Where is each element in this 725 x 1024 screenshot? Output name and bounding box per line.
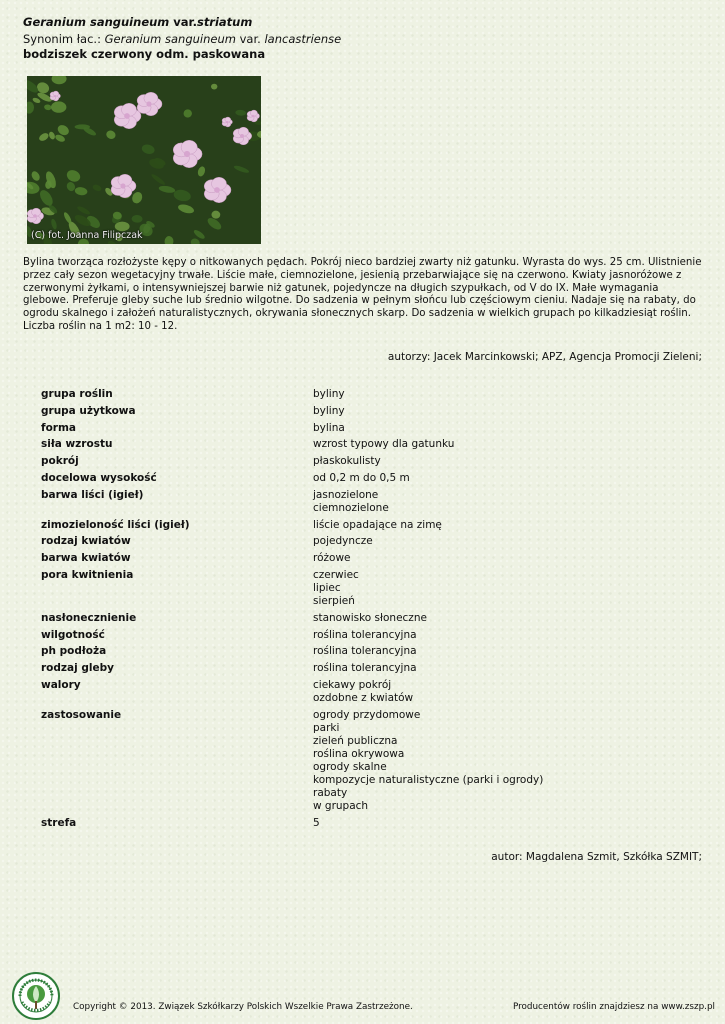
property-value: roślina tolerancyjna: [313, 628, 417, 641]
property-values: [313, 455, 681, 468]
var-label: var.: [169, 15, 197, 29]
property-row: [41, 438, 681, 451]
property-value: kompozycje naturalistyczne (parki i ogrody): [313, 773, 544, 786]
property-values: [313, 388, 681, 401]
plant-description: Bylina tworząca rozłożyste kępy o nitkowanych pędach. Pokrój nieco bardziej zwarty niż gatunku. Wyrasta do wys. 25 cm. Ulistnienie przez cały sezon wegetacyjny trwałe. Liście małe, ciemnozielone, jesienią przebarwiające się na czerwono. Kwiaty jasnoróżowe z czerwonymi żyłkami, o intensywniejszej barwie niż gatunek, pojedyncze na długich szypułkach, od V do IX. Małe wymagania glebowe. Preferuje gleby suche lub średnio wilgotne. Do sadzenia w pełnym słońcu lub częściowym cieniu. Nadaje się na rabaty, do ogrodu skalnego i założeń naturalistycznych, okrywania słonecznych skarp. Do sadzenia w wielkich grupach po kilkadziesiąt roślin. Liczba roślin na 1 m2: 10 - 12.: [23, 257, 702, 332]
property-value: jasnozielone: [313, 488, 379, 501]
property-value: pojedyncze: [313, 535, 373, 548]
property-row: [41, 489, 681, 515]
property-value: ogrody skalne: [313, 760, 387, 773]
property-values: [313, 438, 681, 451]
property-value: czerwiec: [313, 568, 359, 581]
property-values: [313, 679, 681, 705]
property-value: ozdobne z kwiatów: [313, 691, 414, 704]
property-values: [313, 569, 681, 608]
property-label: zimozieloność liści (igieł): [41, 518, 190, 531]
property-label: ph podłoża: [41, 645, 107, 658]
property-label: barwa liści (igieł): [41, 488, 144, 501]
synonym-variety: lancastriense: [264, 32, 342, 46]
properties-table: [41, 388, 681, 833]
flower-center: [240, 134, 244, 138]
property-values: [313, 535, 681, 548]
footer: [0, 966, 725, 1024]
authors-bottom: autor: Magdalena Szmit, Szkółka SZMIT;: [491, 851, 702, 863]
property-label: nasłonecznienie: [41, 611, 137, 624]
property-label: rodzaj kwiatów: [41, 535, 131, 548]
property-value: płaskokulisty: [313, 455, 381, 468]
property-row: [41, 519, 681, 532]
property-values: [313, 662, 681, 675]
property-row: [41, 405, 681, 418]
property-values: [313, 405, 681, 418]
photo-credit: (C) fot. Joanna Filipczak: [31, 230, 143, 241]
leaf-shape: [211, 84, 217, 90]
property-value: stanowisko słoneczne: [313, 611, 427, 624]
property-values: [313, 422, 681, 435]
property-row: [41, 645, 681, 658]
property-values: [313, 472, 681, 485]
property-label: pora kwitnienia: [41, 568, 134, 581]
property-values: [313, 629, 681, 642]
property-label: docelowa wysokość: [41, 471, 157, 484]
property-value: roślina tolerancyjna: [313, 645, 417, 658]
plant-photo: [27, 76, 261, 244]
property-value: bylina: [313, 421, 345, 434]
property-value: roślina tolerancyjna: [313, 662, 417, 675]
flower-center: [120, 183, 125, 188]
flower-center: [54, 95, 56, 97]
property-label: grupa użytkowa: [41, 404, 136, 417]
synonym-label: Synonim łac.:: [23, 32, 105, 46]
property-row: [41, 552, 681, 565]
latin-name: Geranium sanguineum: [23, 15, 170, 29]
property-row: [41, 455, 681, 468]
latin-name-heading: [23, 15, 252, 29]
property-values: [313, 645, 681, 658]
flower-center: [146, 101, 151, 106]
property-value: byliny: [313, 388, 345, 400]
flower-center: [214, 187, 220, 193]
property-values: [313, 519, 681, 532]
property-row: [41, 612, 681, 625]
property-row: [41, 388, 681, 401]
property-row: [41, 662, 681, 675]
flower-center: [33, 214, 37, 218]
property-value: roślina okrywowa: [313, 747, 405, 760]
property-label: wilgotność: [41, 628, 105, 641]
property-label: siła wzrostu: [41, 438, 113, 451]
property-row: [41, 709, 681, 813]
property-values: [313, 817, 681, 830]
variety-name: striatum: [196, 15, 253, 29]
producers-link-text: Producentów roślin znajdziesz na www.zszp.pl: [512, 1002, 715, 1012]
association-logo: [12, 972, 60, 1020]
plant-photo-image: [27, 76, 261, 244]
property-row: [41, 422, 681, 435]
property-label: zastosowanie: [41, 708, 122, 721]
property-label: strefa: [41, 816, 77, 829]
property-value: zieleń publiczna: [313, 734, 398, 747]
property-value: 5: [313, 816, 320, 829]
flower-center: [226, 121, 228, 123]
flower-center: [252, 115, 255, 118]
property-values: [313, 489, 681, 515]
property-value: ciekawy pokrój: [313, 678, 392, 691]
property-row: [41, 679, 681, 705]
property-label: rodzaj gleby: [41, 662, 114, 675]
property-value: ciemnozielone: [313, 501, 389, 514]
property-value: lipiec: [313, 581, 341, 594]
copyright-text: Copyright © 2013. Związek Szkółkarzy Polskich Wszelkie Prawa Zastrzeżone.: [73, 1002, 413, 1012]
property-row: [41, 629, 681, 642]
property-label: pokrój: [41, 455, 79, 468]
property-label: barwa kwiatów: [41, 552, 131, 565]
authors-top: autorzy: Jacek Marcinkowski; APZ, Agencja Promocji Zieleni;: [387, 351, 702, 363]
flower-center: [184, 151, 190, 157]
property-values: [313, 552, 681, 565]
flower-center: [124, 113, 130, 119]
property-values: [313, 709, 681, 813]
property-label: walory: [41, 678, 81, 691]
property-value: ogrody przydomowe: [313, 708, 421, 721]
synonym-line: [23, 32, 341, 46]
property-label: forma: [41, 421, 76, 434]
leaf-shape: [51, 101, 66, 112]
property-value: różowe: [313, 552, 351, 565]
property-value: od 0,2 m do 0,5 m: [313, 471, 410, 484]
property-row: [41, 569, 681, 608]
property-row: [41, 535, 681, 548]
property-label: grupa roślin: [41, 388, 113, 400]
polish-name: bodziszek czerwony odm. paskowana: [23, 47, 266, 61]
property-value: wzrost typowy dla gatunku: [313, 438, 455, 451]
property-value: rabaty: [313, 786, 348, 799]
synonym-name: Geranium sanguineum: [104, 32, 236, 46]
property-values: [313, 612, 681, 625]
property-row: [41, 472, 681, 485]
property-value: liście opadające na zimę: [313, 518, 442, 531]
synonym-var-label: var.: [235, 32, 265, 46]
property-value: byliny: [313, 404, 345, 417]
property-value: sierpień: [313, 594, 355, 607]
property-row: [41, 817, 681, 830]
property-value: parki: [313, 721, 340, 734]
property-value: w grupach: [313, 799, 369, 812]
